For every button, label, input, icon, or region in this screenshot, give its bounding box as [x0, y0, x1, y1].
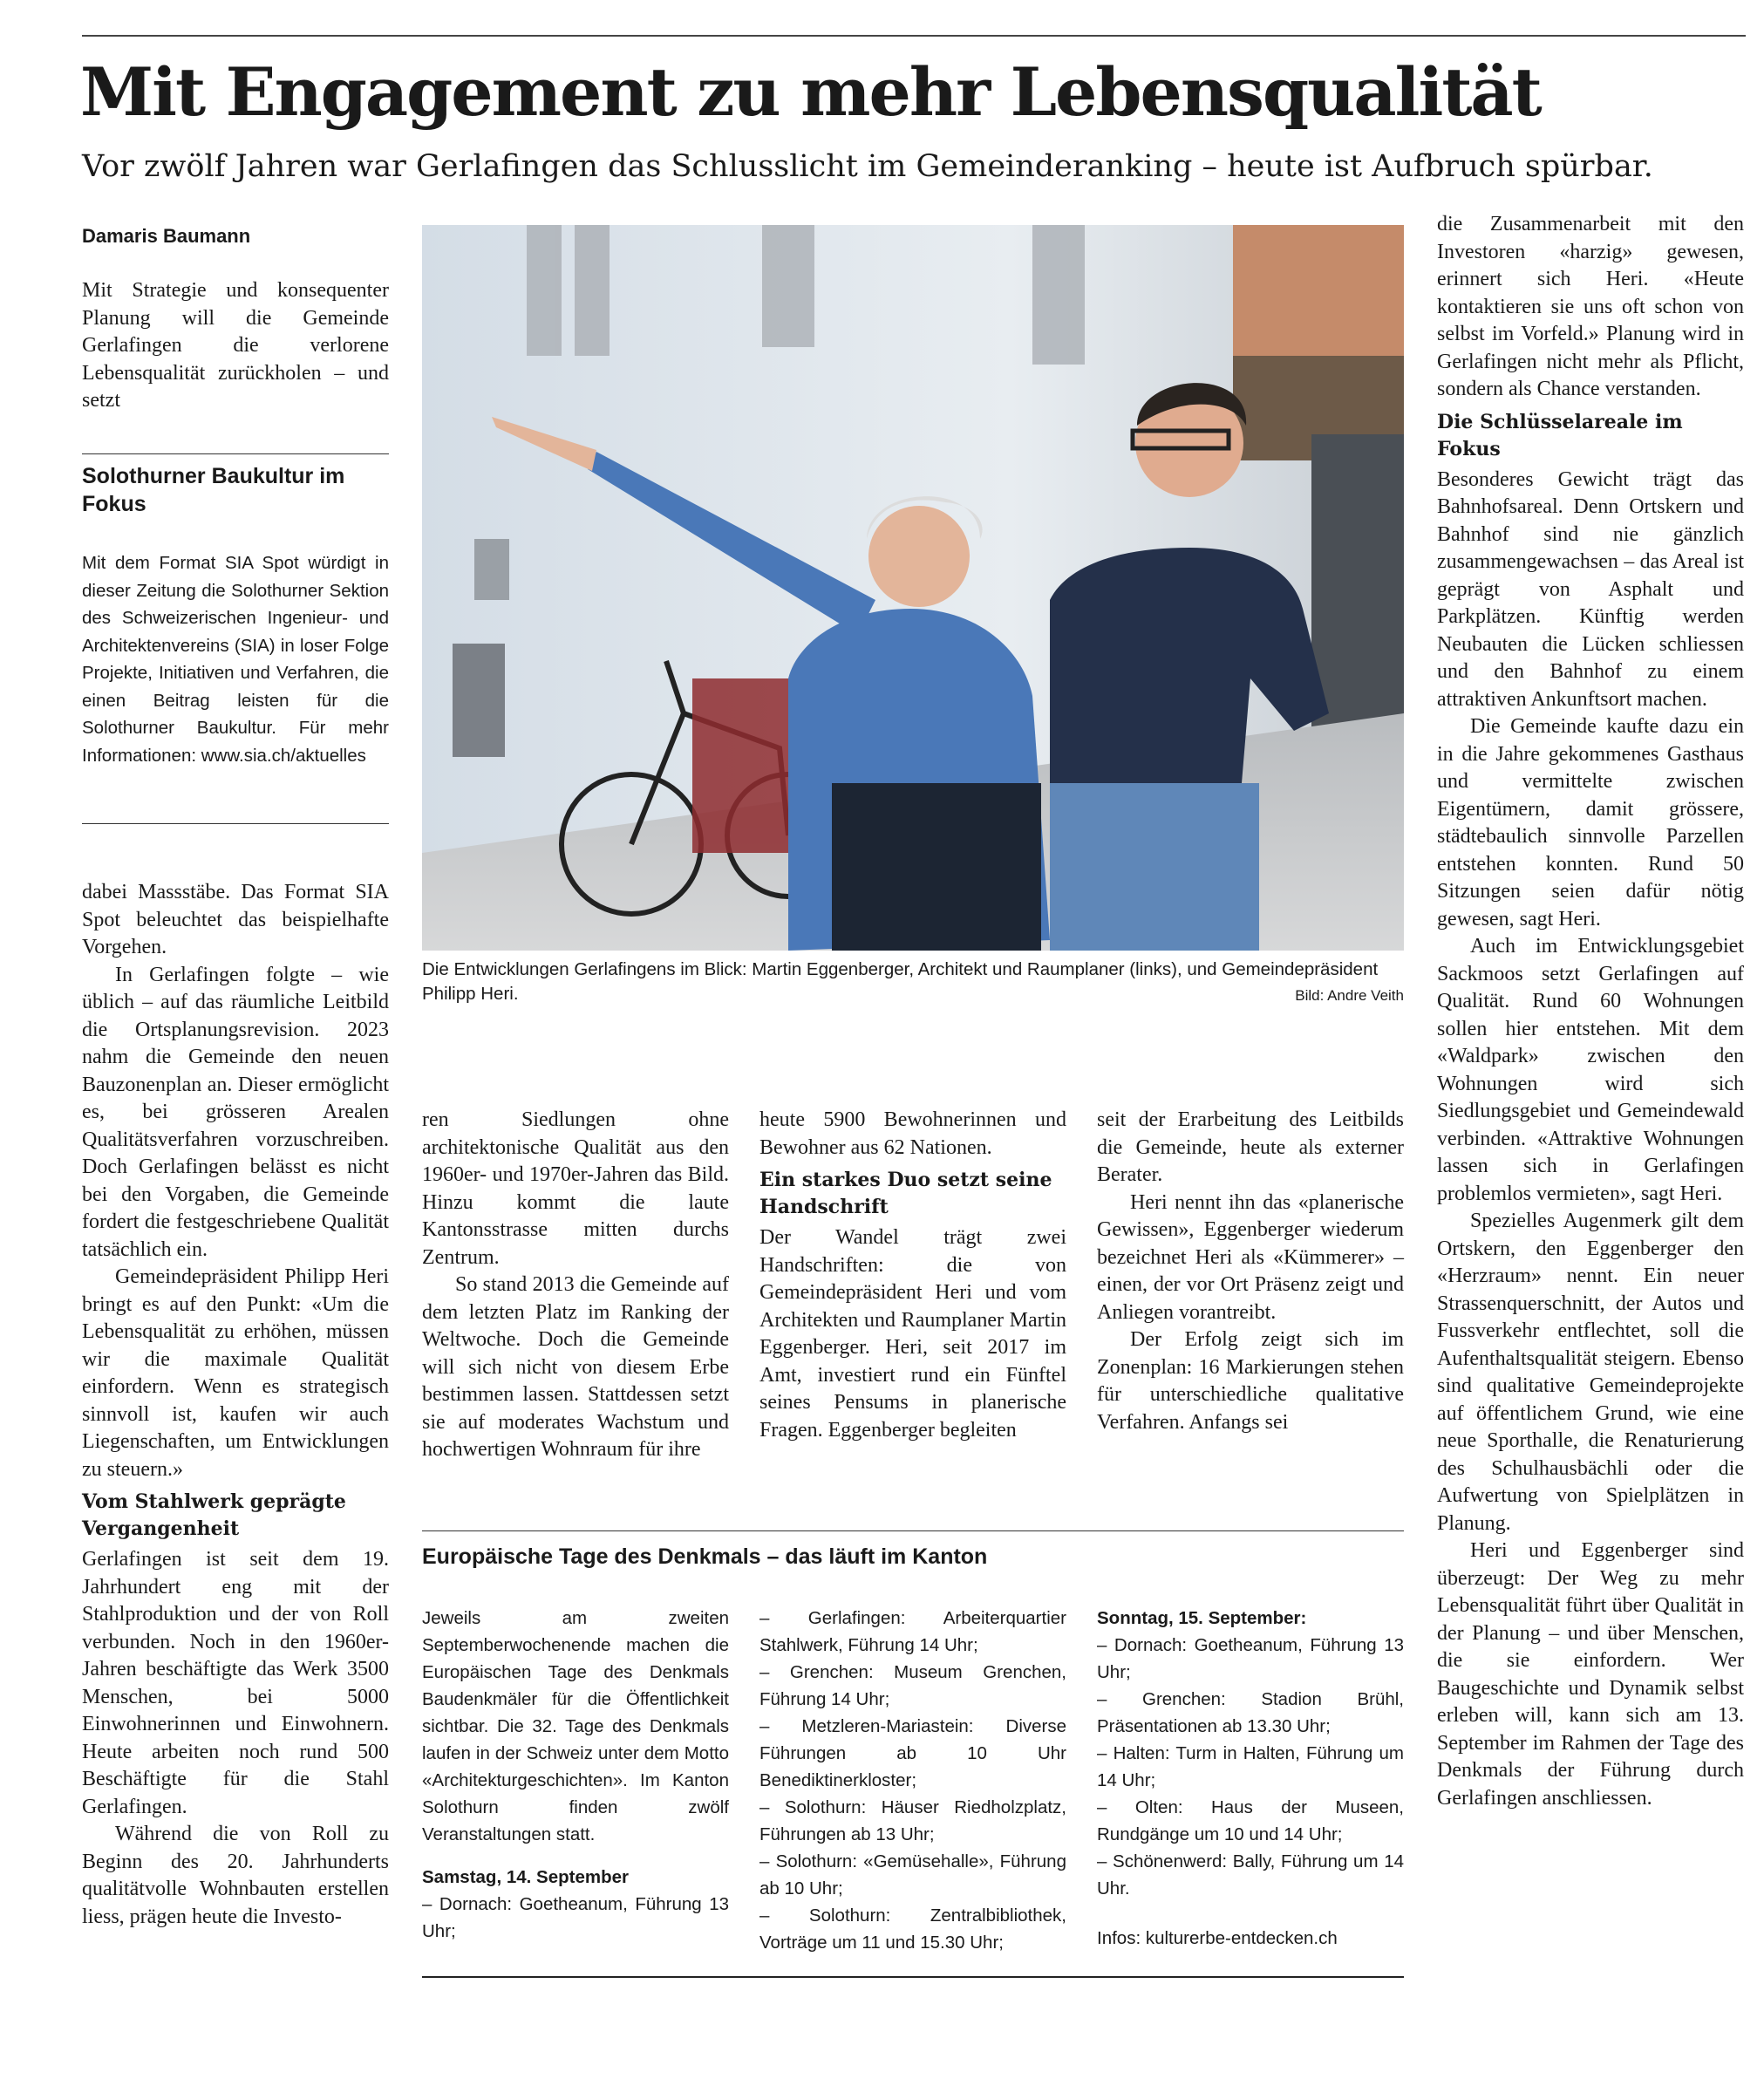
infobox-title: Solothurner Baukultur im Fokus	[82, 464, 345, 516]
infobox-bottom-rule	[82, 823, 389, 824]
events-top-rule	[422, 1530, 1404, 1531]
photo-caption: Die Entwicklungen Gerlafingens im Blick: Martin Eggenberger, Architekt und Raumplaner (links), und Gemeindepräsident Philipp Heri.	[422, 959, 1379, 1004]
paragraph: Spezielles Augenmerk gilt dem Ortskern, den Eggenberger den «Herzraum» nennt. Ein neuer Strassenquerschnitt, der Autos und Fussverkehr entflechtet, soll die Aufenthaltsqualität steigern. Ebenso sind qualitative Gemeindeprojekte auf öffentlichem Grund, wie eine neue Sporthalle, die Renaturierung des Schulhausbächli oder die Aufwertung von Spielplätzen in Planung.	[1437, 1210, 1744, 1535]
event-item: – Gerlafingen: Arbeiterquartier Stahlwerk, Führung 14 Uhr;	[759, 1608, 1066, 1655]
events-bottom-rule	[422, 1976, 1404, 1978]
event-item: – Solothurn: Häuser Riedholzplatz, Führungen ab 13 Uhr;	[759, 1797, 1066, 1844]
saturday-label: Samstag, 14. September	[422, 1867, 629, 1887]
column-1	[82, 879, 389, 1931]
paragraph: Besonderes Gewicht trägt das Bahnhofsareal. Denn Ortskern und Bahnhof sind nie gänzlich zusammengewachsen – das Areal ist geprägt von Asphalt und Parkplätzen. Künftig werden Neubauten die Lücken schliessen und den Bahnhof zu einem attraktiven Ankunftsort machen.	[1437, 467, 1744, 711]
paragraph: Gerlafingen ist seit dem 19. Jahrhundert eng mit der Stahlproduktion und der von Roll verbunden. Noch in den 1960er-Jahren beschäftigte das Werk 3500 Menschen, bei 5000 Einwohnerinnen und Einwohnern. Heute arbeiten noch rund 500 Beschäftigte für die Stahl Gerlafingen.	[82, 1548, 389, 1818]
event-item: – Dornach: Goetheanum, Führung 13 Uhr;	[422, 1894, 729, 1941]
lead-text: Mit Strategie und konsequenter Planung will die Gemeinde Gerlafingen die verlorene Lebensqualität zurückholen – und setzt	[82, 279, 389, 412]
paragraph: Heri und Eggenberger sind überzeugt: Der Weg zu mehr Lebensqualität führt über Qualität in der Planung – und über Menschen, die sie einfordern. Wer Baugeschichte und Dynamik selbst erleben will, kann sich am 13. September im Rahmen der Tage des Denkmals der Führung durch Gerlafingen anschliessen.	[1437, 1539, 1744, 1810]
event-item: – Solothurn: Zentralbibliothek, Vorträge um 11 und 15.30 Uhr;	[759, 1905, 1066, 1953]
paragraph: dabei Massstäbe. Das Format SIA Spot beleuchtet das beispielhafte Vorgehen.	[82, 881, 389, 958]
paragraph: heute 5900 Bewohnerinnen und Bewohner aus 62 Nationen.	[759, 1108, 1066, 1159]
paragraph: Auch im Entwicklungsgebiet Sackmoos setzt Gerlafingen auf Qualität. Rund 60 Wohnungen sollen hier entstehen. Mit dem «Waldpark» zwischen den Wohnungen wird sich Siedlungsgebiet und Gemeindewald verbinden. «Attraktive Wohnungen lassen sich in Gerlafingen problemlos vermieten», sagt Heri.	[1437, 935, 1744, 1205]
paragraph: die Zusammenarbeit mit den Investoren «harzig» gewesen, erinnert sich Heri. «Heute kontaktieren sie uns oft schon von selbst im Vorfeld.» Planung wird in Gerlafingen nicht mehr als Pflicht, sondern als Chance verstanden.	[1437, 213, 1744, 400]
subhead-stahlwerk: Vom Stahlwerk geprägte Vergangenheit	[82, 1490, 346, 1540]
event-item: – Metzleren-Mariastein: Diverse Führungen ab 10 Uhr Benediktinerkloster;	[759, 1716, 1066, 1790]
paragraph: So stand 2013 die Gemeinde auf dem letzten Platz im Ranking der Weltwoche. Doch die Gemeinde will sich nicht von diesem Erbe bestimmen lassen. Stattdessen setzt sie auf moderates Wachstum und hochwertigen Wohnraum für ihre	[422, 1273, 729, 1461]
events-infos: Infos: kulturerbe-entdecken.ch	[1097, 1928, 1338, 1948]
events-title: Europäische Tage des Denkmals – das läuft im Kanton	[422, 1544, 988, 1569]
subheadline: Vor zwölf Jahren war Gerlafingen das Schlusslicht im Gemeinderanking – heute ist Aufbruch spürbar.	[82, 149, 1653, 184]
column-4	[1097, 1107, 1404, 1436]
events-col-1	[422, 1605, 729, 1945]
article-photo	[422, 225, 1404, 951]
events-intro: Jeweils am zweiten Septemberwochenende machen die Europäischen Tage des Denkmals Baudenkmäler für die Öffentlichkeit sichtbar. Die 32. Tage des Denkmals laufen in der Schweiz unter dem Motto «Architekturgeschichten». Im Kanton Solothurn finden zwölf Veranstaltungen statt.	[422, 1608, 729, 1844]
infobox-text: Mit dem Format SIA Spot würdigt in dieser Zeitung die Solothurner Sektion des Schweizerischen Ingenieur- und Architektenvereins (SIA) in loser Folge Projekte, Initiativen und Verfahren, die einen Beitrag leisten für die Solothurner Baukultur. Für mehr Informationen: www.sia.ch/aktuelles	[82, 553, 389, 766]
event-item: – Grenchen: Stadion Brühl, Präsentationen ab 13.30 Uhr;	[1097, 1689, 1404, 1736]
events-col-2	[759, 1605, 1066, 1956]
event-item: – Dornach: Goetheanum, Führung 13 Uhr;	[1097, 1635, 1404, 1682]
paragraph: Gemeindepräsident Philipp Heri bringt es auf den Punkt: «Um die Lebensqualität zu erhöhen, müssen wir die maximale Qualität einfordern. Wenn es strategisch sinnvoll ist, kaufen wir auch Liegenschaften, um Entwicklungen zu steuern.»	[82, 1265, 389, 1481]
subhead-duo: Ein starkes Duo setzt seine Handschrift	[759, 1169, 1052, 1218]
author: Damaris Baumann	[82, 225, 251, 247]
subhead-schluesselareale: Die Schlüsselareale im Fokus	[1437, 410, 1683, 460]
event-item: – Olten: Haus der Museen, Rundgänge um 10 und 14 Uhr;	[1097, 1797, 1404, 1844]
paragraph: Während die von Roll zu Beginn des 20. Jahrhunderts qualitätvolle Wohnbauten erstellen liess, prägen heute die Investo-	[82, 1823, 389, 1928]
paragraph: seit der Erarbeitung des Leitbilds die Gemeinde, heute als externer Berater.	[1097, 1108, 1404, 1186]
paragraph: In Gerlafingen folgte – wie üblich – auf das räumliche Leitbild die Ortsplanungsrevision. 2023 nahm die Gemeinde den neuen Bauzonenplan an. Dieser ermöglicht es, bei grösseren Arealen Qualitätsverfahren vorzuschreiben. Doch Gerlafingen belässt es nicht bei den Vorgaben, die Gemeinde fordert die festgeschriebene Qualität tatsächlich ein.	[82, 963, 389, 1261]
event-item: – Solothurn: «Gemüsehalle», Führung ab 10 Uhr;	[759, 1851, 1066, 1899]
photo-credit: Bild: Andre Veith	[1295, 987, 1404, 1004]
top-rule	[82, 35, 1746, 37]
headline: Mit Engagement zu mehr Lebensqualität	[80, 53, 1541, 131]
event-item: – Grenchen: Museum Grenchen, Führung 14 Uhr;	[759, 1662, 1066, 1709]
column-5	[1437, 211, 1744, 1812]
paragraph: Heri nennt ihn das «planerische Gewissen», Eggenberger wiederum bezeichnet Heri als «Kümmerer» – einen, der vor Ort Präsenz zeigt und Anliegen vorantreibt.	[1097, 1190, 1404, 1324]
paragraph: Der Wandel trägt zwei Handschriften: die von Gemeindepräsident Heri und vom Architekten und Raumplaner Martin Eggenberger. Heri, seit 2017 im Amt, investiert rund ein Fünftel seines Pensums in planerische Fragen. Eggenberger begleiten	[759, 1226, 1066, 1442]
sunday-label: Sonntag, 15. September:	[1097, 1608, 1307, 1628]
infobox-top-rule	[82, 453, 389, 454]
event-item: – Schönenwerd: Bally, Führung um 14 Uhr.	[1097, 1851, 1404, 1899]
column-3	[759, 1107, 1066, 1444]
column-2	[422, 1107, 729, 1464]
paragraph: ren Siedlungen ohne architektonische Qualität aus den 1960er- und 1970er-Jahren das Bild. Hinzu kommt die laute Kantonsstrasse mitten durchs Zentrum.	[422, 1108, 729, 1269]
events-col-3	[1097, 1605, 1404, 1952]
paragraph: Der Erfolg zeigt sich im Zonenplan: 16 Markierungen stehen für unterschiedliche qualitative Verfahren. Anfangs sei	[1097, 1328, 1404, 1434]
paragraph: Die Gemeinde kaufte dazu ein in die Jahre gekommenes Gasthaus und vermittelte zwischen Eigentümern, damit grössere, städtebaulich sinnvolle Parzellen entstehen konnten. Rund 50 Sitzungen seien dafür nötig gewesen, sagt Heri.	[1437, 715, 1744, 931]
event-item: – Halten: Turm in Halten, Führung um 14 Uhr;	[1097, 1743, 1404, 1790]
